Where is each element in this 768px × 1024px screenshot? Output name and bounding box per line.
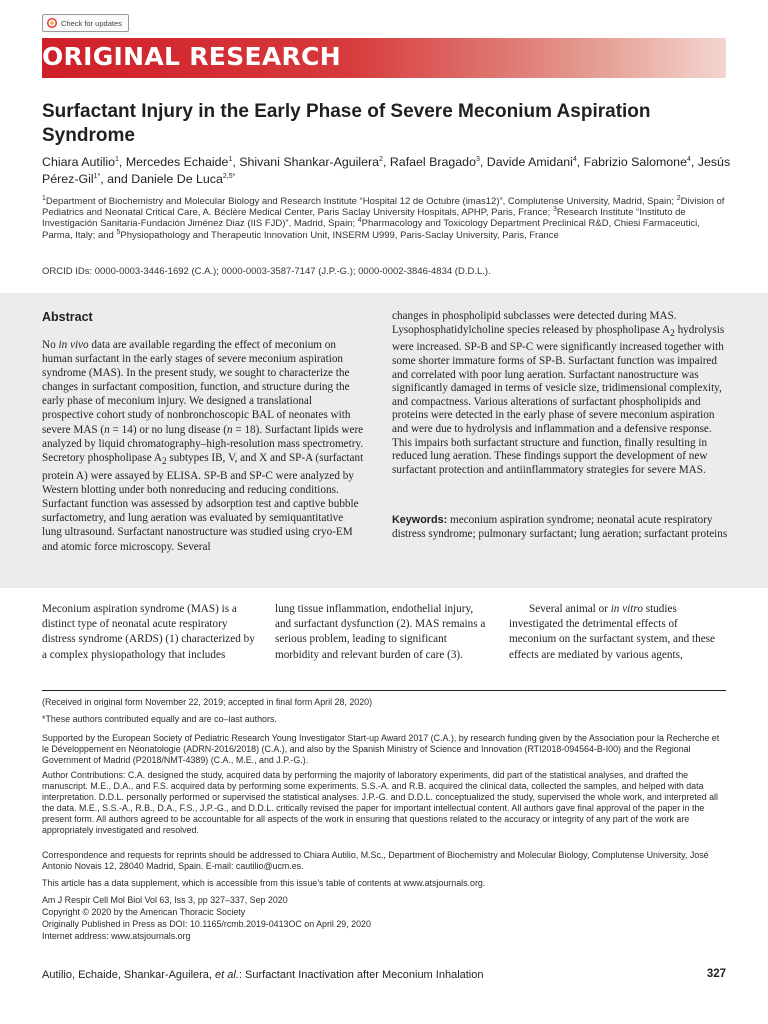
author-list: Chiara Autilio$^1$, Mercedes Echaide$^1$, Shivani Shankar-Aguilera$^2$, Rafael Bragado$^3$, Davide Amidani$^4$, Fabrizio Salomone$^4$, Jesús Pérez-Gil$^{1*}$, and Daniele De Luca$^{2,5*}$ <box>42 155 731 186</box>
affiliations <box>42 196 732 241</box>
footnote-equal-contribution: *These authors contributed equally and are co–last authors. <box>42 714 277 724</box>
running-footer: Autilio, Echaide, Shankar-Aguilera, et al.: Surfactant Inactivation after Meconium Inhalation <box>42 969 484 981</box>
body-column-1: Meconium aspiration syndrome (MAS) is a distinct type of neonatal acute respiratory distress syndrome (ARDS) (1) characterized by a complex physiopathology that includes <box>42 603 255 661</box>
author-affiliation-marker: 1 <box>228 155 233 163</box>
body-column-3: Several animal or in vitro studies investigated the detrimental effects of meconium on the surfactant system, and these effects are mediated by various agents, <box>509 603 715 661</box>
article-type-label: ORIGINAL RESEARCH <box>42 42 341 71</box>
footnote-received: (Received in original form November 22, 2019; accepted in final form April 28, 2020) <box>42 697 373 707</box>
affiliation-text: Physiopathology and Therapeutic Innovation Unit, INSERM U999, Paris-Saclay University, Paris, France <box>120 229 559 241</box>
affiliation-marker: 5 <box>116 228 121 236</box>
affiliation-marker: 3 <box>552 206 557 214</box>
footnote-divider <box>42 690 726 691</box>
abstract-column-1: No in vivo data are available regarding the effect of meconium on human surfactant in the early stages of severe meconium aspiration syndrome (MAS). In the present study, we sought to characterize the changes in surfactant composition, function, and structure during the early phase of meconium injury. We designed a translational prospective cohort study of nonbronchoscopic BAL of neonates with severe MAS (n = 14) or no lung disease (n = 18). Surfactant lipids were analyzed by liquid chromatography–high-resolution mass spectrometry. Secretory phospholipase $A_2$ subtypes IB, V, and X and SP-A (surfactant protein A) were assayed by ELISA. SP-B and SP-C were analyzed by Western blotting under both nonreducing and reducing conditions. Surfactant function was assessed by adsorption test and captive bubble surfactometry, and lung aeration was evaluated by semiquantitative lung ultrasound. Surfactant nanostructure was studied using cryo-EM and atomic force microscopy. Several <box>42 339 364 553</box>
keywords <box>392 514 728 541</box>
author-name: Chiara Autilio <box>42 155 116 169</box>
keywords-text: meconium aspiration syndrome; neonatal acute respiratory distress syndrome; pulmonary surfactant; lung aeration; surfactant proteins <box>392 514 728 540</box>
abstract-heading: Abstract <box>42 310 93 324</box>
footnote-support: Supported by the European Society of Pediatric Research Young Investigator Start-up Award 2017 (C.A.), by research funding given by the Association pour la Recherche et le Développement en Néonatologie (ADRN-2016/2018) (C.A.), and also by the Spanish Ministry of Science and Innovation (RTI2018-094564-B-I00) and the Regional Government of Madrid (P2018/NMT-4389) (C.A., M.E., and J.P.-G.). <box>42 733 720 765</box>
affiliation-marker: 4 <box>357 217 362 225</box>
author-affiliation-marker: 4 <box>686 155 691 163</box>
check-for-updates-button[interactable] <box>42 14 129 32</box>
internet-address: Internet address: www.atsjournals.org <box>42 931 191 941</box>
copyright: Copyright © 2020 by the American Thoracic Society <box>42 907 246 917</box>
article-title: Surfactant Injury in the Early Phase of Severe Meconium Aspiration Syndrome <box>42 101 651 146</box>
author-name: Davide Amidani <box>486 155 573 169</box>
author-name: Fabrizio Salomone <box>583 155 687 169</box>
keywords-label: Keywords: <box>392 514 448 526</box>
author-name: Daniele De Luca <box>131 172 223 186</box>
citation: Am J Respir Cell Mol Biol Vol 63, Iss 3, pp 327–337, Sep 2020 <box>42 895 288 905</box>
orcid-ids: ORCID IDs: 0000-0003-3446-1692 (C.A.); 0000-0003-3587-7147 (J.P.-G.); 0000-0002-3846-4834 (D.D.L.). <box>42 266 491 277</box>
abstract-section <box>0 293 768 588</box>
abstract-column-2: changes in phospholipid subclasses were detected during MAS. Lysophosphatidylcholine species released by phospholipase $A_2$ hydrolysis were increased. SP-B and SP-C were significantly increased together with some shorter immature forms of SP-B. Surfactant function was impaired and correlated with poor lung aeration. Surfactant nanostructure was significantly damaged in terms of vesicle size, tridimensional complexity, and compactness. Various alterations of surfactant phospholipids and proteins were detected in the early phase of severe meconium aspiration and were due to hydrolysis and inflammation and a defensive response. This impairs both surfactant structure and function, finally resulting in reduced lung aeration. These findings support the development of new surfactant protection and antiinflammatory strategies for severe MAS. <box>392 310 725 476</box>
author-name: Shivani Shankar-Aguilera <box>239 155 380 169</box>
affiliation-marker: 1 <box>42 194 46 202</box>
doi: Originally Published in Press as DOI: 10.1165/rcmb.2019-0413OC on April 29, 2020 <box>42 919 371 929</box>
author-affiliation-marker: 1 <box>115 155 119 163</box>
author-name: Mercedes Echaide <box>125 155 229 169</box>
affiliation-text: Department of Biochemistry and Molecular Biology and Research Institute “Hospital 12 de Octubre (imas12)”, Complutense University, Madrid, Spain; <box>45 196 677 207</box>
author-affiliation-marker: 3 <box>475 155 480 163</box>
affiliation-text: Research Institute “Instituto de Investigación Sanitaria-Fundación Jiménez Diaz (IIS FJD)”, Madrid, Spain; <box>42 207 686 230</box>
check-updates-label: Check for updates <box>61 18 122 28</box>
footnote-author-contributions: Author Contributions: C.A. designed the study, acquired data by performing the majority of laboratory experiments, did part of the statistical analyses, and drafted the manuscript. M.E., D.A., and F.S. acquired data by performing some experiments. S.S.-A. and R.B. acquired the clinical data, collected the samples, and helped with data interpretation. D.D.L. personally performed or supervised the statistical analyses. J.P.-G. and D.D.L. conceptualized the study, supervised the whole work, and interpreted all the data. M.E., S.S.-A., R.B., D.A., F.S., J.P.-G., and D.D.L. critically revised the paper for important intellectual content. All authors gave final approval of the paper in the present form. All authors agreed to be accountable for all aspects of the work in ensuring that questions related to the accuracy or integrity of any part of the work are appropriately investigated and resolved. <box>42 770 718 835</box>
affiliation-text: Division of Pediatrics and Neonatal Critical Care, A. Béclère Medical Center, Paris Saclay University Hospitals, APHP, Paris, France; <box>42 196 725 219</box>
author-affiliation-marker: 2 <box>379 155 383 163</box>
article-type-banner <box>42 38 726 78</box>
author-affiliation-marker: 1* <box>93 172 101 180</box>
footnote-supplement: This article has a data supplement, which is accessible from this issue’s table of contents at www.atsjournals.org. <box>42 878 486 888</box>
footnote-correspondence: Correspondence and requests for reprints should be addressed to Chiara Autilio, M.Sc., Department of Biochemistry and Molecular Biology, Complutense University, José Antonio Novais 12, 28040 Madrid, Spain. E-mail: cautilio@ucm.es. <box>42 850 709 871</box>
body-column-2: lung tissue inflammation, endothelial injury, and surfactant dysfunction (2). MAS remains a serious problem, leading to significant morbidity and relevant burden of care (3). <box>275 603 486 661</box>
page-number: 327 <box>706 968 726 980</box>
author-name: Jesús Pérez-Gil <box>42 155 731 186</box>
affiliation-marker: 2 <box>676 194 681 202</box>
author-affiliation-marker: 4 <box>572 155 577 163</box>
affiliation-text: Pharmacology and Toxicology Department Preclinical R&D, Chiesi Farmaceutici, Parma, Italy; and <box>42 218 700 241</box>
author-affiliation-marker: 2,5* <box>222 172 236 180</box>
check-updates-icon <box>47 18 57 28</box>
author-name: Rafael Bragado <box>389 155 476 169</box>
